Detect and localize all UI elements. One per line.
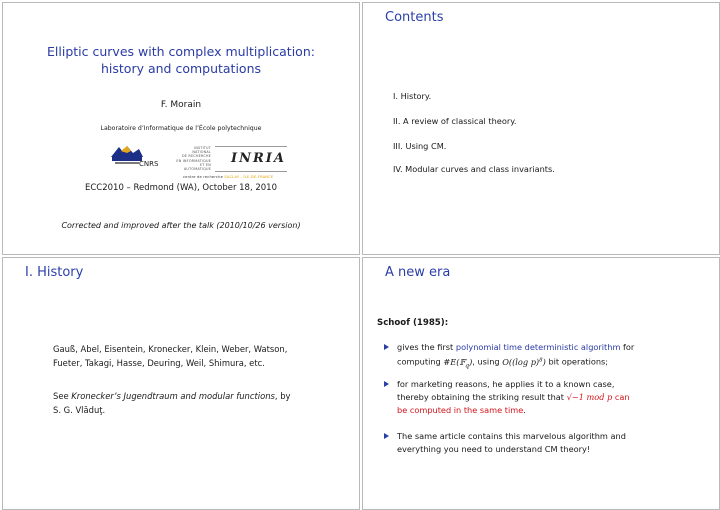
frame-title: Contents (385, 10, 444, 25)
inria-logo (215, 146, 287, 172)
text-run: for (620, 342, 635, 352)
version-note: Corrected and improved after the talk (2010/10/26 version) (61, 221, 301, 230)
inria-wordmark: INRIA (231, 151, 286, 166)
talk-title-line2: history and computations (100, 61, 262, 76)
author: F. Morain (160, 100, 202, 110)
reference-line1 (53, 389, 291, 403)
slide-title (2, 2, 360, 255)
text-run: , using (472, 356, 503, 367)
bullet-line: for marketing reasons, he applies it to a known case, (397, 379, 615, 389)
bullet-line (397, 354, 677, 372)
inria-tag-line: DE RECHERCHE (181, 154, 211, 159)
bullet-triangle-icon (384, 433, 389, 439)
bullet-item (397, 430, 677, 456)
text-run: bit operations; (545, 356, 609, 367)
math-sup: 8 (539, 357, 543, 363)
inria-centre-label: centre de recherche (183, 175, 223, 179)
cnrs-label: CNRS (139, 160, 159, 168)
text-run: thereby obtaining the striking result that (397, 392, 567, 402)
reference (53, 389, 291, 417)
highlight-text: polynomial time deterministic algorithm (455, 342, 621, 352)
bullet-line (397, 341, 677, 354)
highlight-text: be computed in the same time (397, 405, 524, 415)
toc-item-using-cm: III. Using CM. (393, 141, 447, 151)
math-expression (443, 356, 473, 370)
bullet-item (397, 341, 677, 372)
highlight-text: can (612, 392, 630, 402)
slide-contents (362, 2, 720, 255)
inria-institute-text (175, 146, 211, 171)
bullet-line: everything you need to understand CM theory! (397, 444, 591, 454)
inria-centre-line (183, 175, 273, 179)
ref-suffix: , by (274, 391, 291, 401)
talk-title-line1: Elliptic curves with complex multiplication: (47, 44, 315, 59)
event-line: ECC2010 – Redmond (WA), October 18, 2010 (84, 183, 277, 193)
text-run: . (523, 405, 526, 415)
frame-title: A new era (385, 265, 451, 280)
schoof-label: Schoof (1985): (377, 318, 449, 328)
toc-item-classical-theory: II. A review of classical theory. (393, 116, 517, 126)
math-part: #E(𝔽 (443, 356, 466, 367)
slide-history (2, 257, 360, 510)
ref-book-title: Kronecker’s Jugendtraum and modular functions (71, 391, 275, 401)
toc-item-modular-curves: IV. Modular curves and class invariants. (393, 164, 555, 174)
reference-author: S. G. Vlăduţ. (53, 405, 106, 415)
math-part: ) (469, 356, 473, 367)
inria-tag-line: INSTITUT NATIONAL (192, 146, 211, 155)
slide-new-era (362, 257, 720, 510)
bullet-line (397, 391, 677, 404)
math-part: ) (542, 356, 546, 367)
bullet-line (397, 404, 677, 417)
toc-item-history: I. History. (393, 91, 432, 101)
names-line: Gauß, Abel, Eisentein, Kronecker, Klein, Weber, Watson, (53, 344, 288, 354)
mathematician-names (53, 342, 287, 370)
inria-tag-line: ET EN AUTOMATIQUE (183, 162, 211, 172)
ref-prefix: See (53, 391, 72, 401)
math-part: O((log p) (502, 356, 540, 367)
bullet-line: The same article contains this marvelous algorithm and (397, 431, 626, 441)
text-run: computing (397, 356, 444, 367)
frame-title: I. History (25, 265, 84, 280)
math-sub: q (465, 362, 470, 370)
names-line: Fueter, Takagi, Hasse, Deuring, Weil, Shimura, etc. (53, 358, 265, 368)
bullet-triangle-icon (384, 381, 389, 387)
lab-affiliation: Laboratoire d’Informatique de l’École polytechnique (100, 125, 262, 132)
talk-title (3, 43, 359, 77)
text-run: gives the first (397, 342, 456, 352)
math-expression (502, 357, 546, 367)
inria-tag-line: EN INFORMATIQUE (176, 158, 211, 163)
bullet-triangle-icon (384, 344, 389, 350)
inria-centre-name: SACLAY - ÎLE-DE-FRANCE (224, 175, 274, 179)
bullet-item (397, 378, 677, 417)
math-expression: √−1 mod p (566, 392, 613, 402)
